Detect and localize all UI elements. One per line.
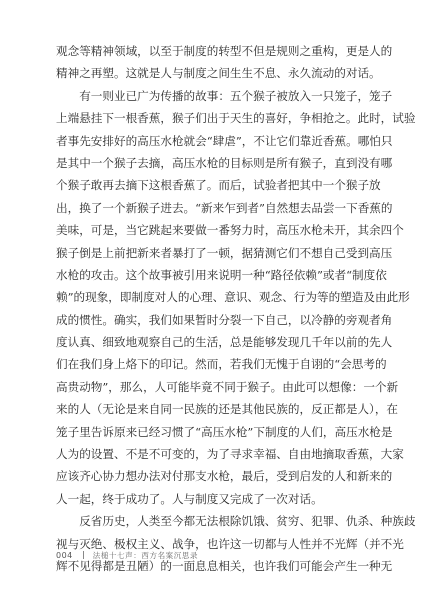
text-line: 人为的设置、不是不可变的，为了寻求幸福、自由地摘取香蕉，大家 [56, 447, 404, 462]
page-number: 004 [56, 550, 73, 560]
text-line: 上端悬挂下一根香蕉，猴子们出于天生的喜好，争相抢之。此时，试验 [56, 111, 416, 126]
text-line: 有一则业已广为传播的故事：五个猴子被放入一只笼子，笼子 [56, 88, 393, 103]
text-line: 们在我们身上烙下的印记。然而，若我们无愧于自诩的“会思考的 [56, 357, 387, 372]
text-line: 精神之再塑。这就是人与制度之间生生不息、永久流动的对话。 [56, 66, 381, 81]
text-line: 笼子里告诉原来已经习惯了“高压水枪”下制度的人们，高压水枪是 [56, 424, 393, 439]
text-line: 反省历史，人类至今都无法根除饥饿、贫穷、犯罪、仇杀、种族歧 [56, 514, 416, 529]
text-line: 高贵动物”，那么，人可能毕竟不同于猴子。由此可以想像：一个新 [56, 379, 399, 394]
text-line: 观念等精神领域，以至于制度的转型不但是规则之重构，更是人的 [56, 44, 393, 58]
text-line: 辉不见得都是丑陋）的一面息息相关，也许我们可能会产生一种无 [56, 558, 393, 573]
text-line: 水枪的攻击。这个故事被引用来说明一种“路径依赖”或者“制度依 [56, 267, 387, 282]
footer-separator [83, 551, 84, 559]
text-line: 人一起，终于成功了。人与制度又完成了一次对话。 [56, 491, 323, 506]
text-line: 个猴子敢再去摘下这根香蕉了。而后，试验者把其中一个猴子放 [56, 178, 381, 193]
text-line: 视与灭绝、极权主义、战争，也许这一切都与人性并不光辉（并不光 [56, 536, 404, 551]
text-line: 来的人（无论是来自同一民族的还是其他民族的，反正都是人），在 [56, 402, 399, 417]
text-line: 出，换了一个新猴子进去。“新来乍到者”自然想去品尝一下香蕉的 [56, 200, 393, 215]
text-line: 美味，可是，当它跳起来要做一番努力时，高压水枪未开，其余四个 [56, 223, 404, 238]
page-footer [56, 548, 198, 562]
text-line: 应该齐心协力想办法对付那支水枪，最后，受到启发的人和新来的 [56, 469, 393, 484]
body-text [56, 40, 416, 577]
text-line: 度认真、细致地观察自己的生活，总是能够发现几千年以前的先人 [56, 335, 393, 350]
text-line: 是其中一个猴子去摘，高压水枪的目标则是所有猴子，直到没有哪 [56, 155, 393, 170]
text-line: 者事先安排好的高压水枪就会“肆虐”，不让它们靠近香蕉。哪怕只 [56, 133, 393, 148]
text-line: 赖”的现象，即制度对人的心理、意识、观念、行为等的塑造及由此形 [56, 290, 410, 305]
book-title: 法槌十七声：西方名案沉思录 [92, 550, 199, 560]
text-line: 猴子倒是上前把新来者暴打了一顿，据猜测它们不想自己受到高压 [56, 245, 393, 260]
text-line: 成的惯性。确实，我们如果暂时分裂一下自己，以冷静的旁观者角 [56, 312, 393, 327]
